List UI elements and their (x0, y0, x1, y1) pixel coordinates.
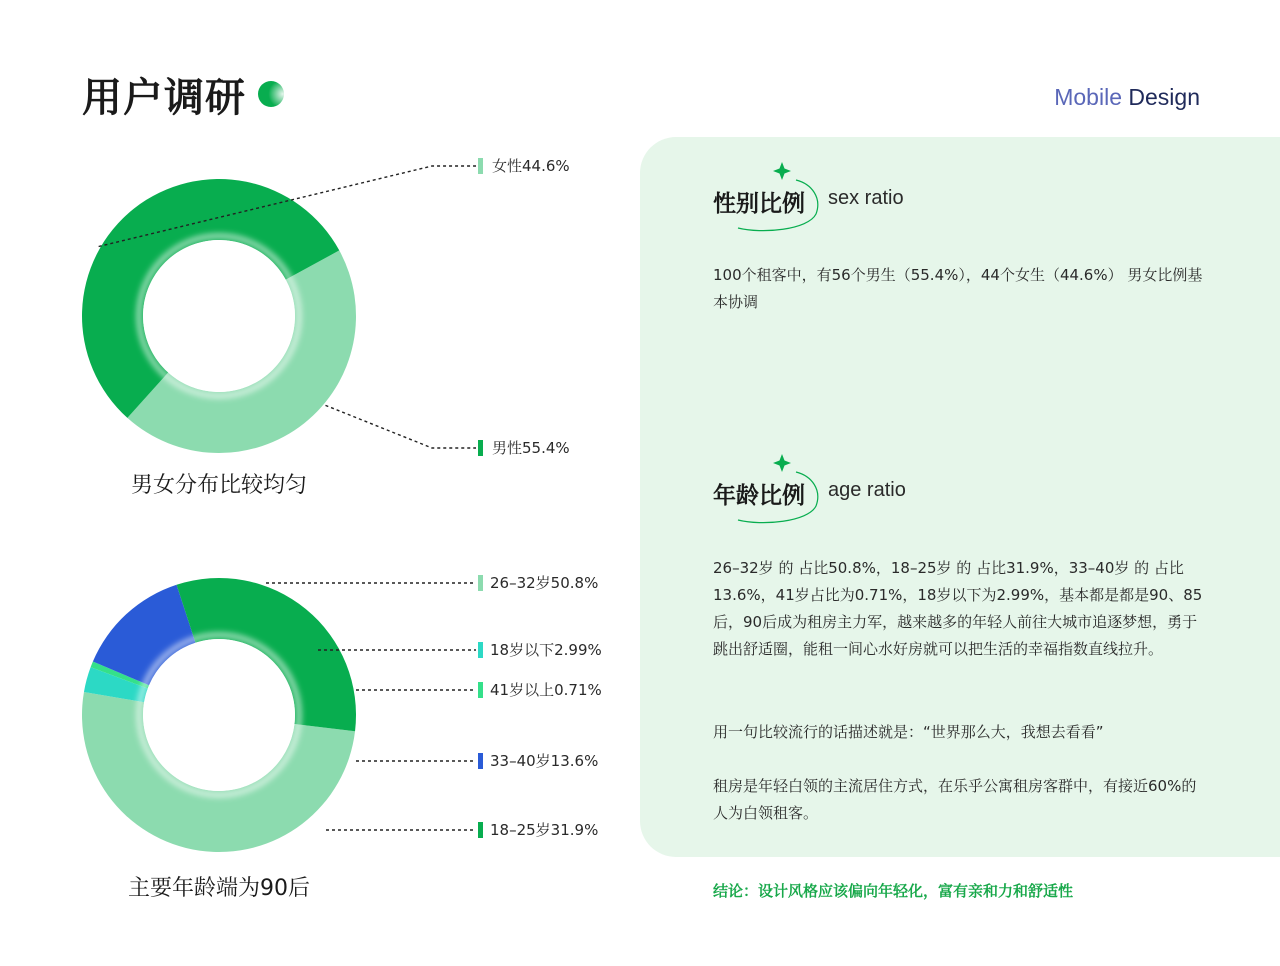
slice-label-2: 41岁以上0.71% (490, 681, 602, 699)
slice-label-1: 男性55.4% (492, 439, 570, 457)
sex-section-title: 性别比例 (713, 191, 805, 217)
legend-marker-0 (478, 158, 483, 174)
age-section-title: 年龄比例 (713, 483, 805, 509)
age-section-subtitle: age ratio (828, 479, 906, 501)
age-section-paragraph-2: 用一句比较流行的话描述就是：“世界那么大，我想去看看” (713, 723, 1104, 741)
age-section-paragraph-3: 租房是年轻白领的主流居住方式，在乐乎公寓租房客群中，有接近60%的人为白领租客。 (713, 777, 1197, 822)
donut-hole (143, 240, 295, 392)
conclusion-text: 结论：设计风格应该偏向年轻化，富有亲和力和舒适性 (713, 882, 1074, 900)
legend-marker-1 (478, 440, 483, 456)
slice-label-4: 18–25岁31.9% (490, 821, 599, 839)
legend-marker-4 (478, 822, 483, 838)
chart-caption: 主要年龄端为90后 (128, 876, 310, 901)
sex-section-text: 100个租客中，有56个男生（55.4%），44个女生（44.6%） 男女比例基本协调 (713, 266, 1203, 311)
age-section-paragraph-1: 26–32岁 的 占比50.8%，18–25岁 的 占比31.9%，33–40岁 的 占比13.6%，41岁占比为0.71%，18岁以下为2.99%，基本都是都是90、85后，90后成为租房主力军，越来越多的年轻人前往大城市追逐梦想，勇于跳出舒适圈，能租一间心水好房就可以把生活的幸福指数直线拉升。 (713, 559, 1203, 658)
age-donut-chart (82, 574, 602, 901)
page-title: 用户调研 (82, 75, 246, 121)
brand-part-2: Design (1128, 84, 1200, 110)
slice-label-3: 33–40岁13.6% (490, 752, 599, 770)
gender-donut-chart (82, 157, 570, 498)
legend-marker-3 (478, 753, 483, 769)
slice-label-1: 18岁以下2.99% (490, 641, 602, 659)
slice-label-0: 女性44.6% (492, 157, 570, 175)
slice-label-0: 26–32岁50.8% (490, 574, 599, 592)
leader-line-1 (325, 405, 476, 448)
donut-hole (143, 639, 295, 791)
brand-part-1: Mobile (1054, 84, 1122, 110)
legend-marker-1 (478, 642, 483, 658)
chart-caption: 男女分布比较均匀 (130, 473, 308, 498)
legend-marker-2 (478, 682, 483, 698)
legend-marker-0 (478, 575, 483, 591)
sex-section-subtitle: sex ratio (828, 187, 904, 209)
brand-label (1054, 84, 1200, 111)
